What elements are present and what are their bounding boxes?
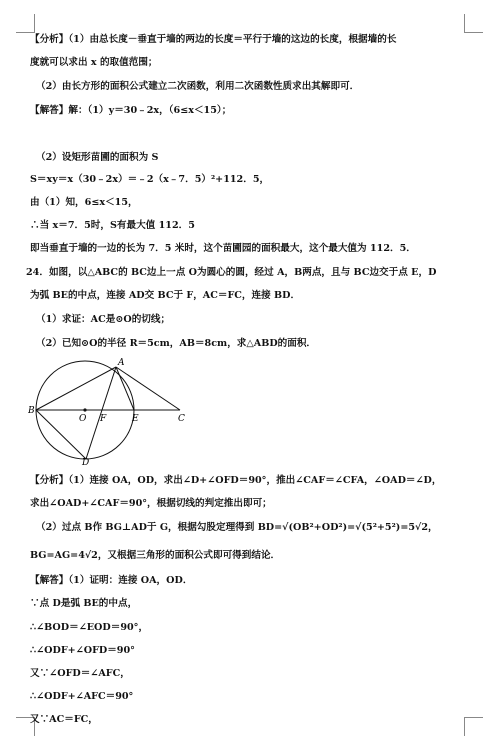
analysis-line-1: 【分析】（1）由总长度－垂直于墙的两边的长度＝平行于墙的这边的长度，根据墙的长 — [30, 34, 397, 45]
label-b: B — [28, 406, 35, 416]
solution2-line-6: ∴∠ODF+∠AFC＝90° — [30, 691, 134, 702]
solution-line-5: ∴当 x＝7．5时，S有最大值 112．5 — [30, 220, 195, 231]
question-24-line-1: 24．如图，以△ABC的 BC边上一点 O为圆心的圆，经过 A，B两点，且与 BC边交于点 E，D — [26, 267, 437, 278]
segment-ac — [116, 367, 180, 410]
analysis-line-3: （2）由长方形的面积公式建立二次函数，利用二次函数性质求出其解即可． — [36, 81, 360, 92]
question-24-line-2: 为弧 BE的中点，连接 AD交 BC于 F，AC＝FC，连接 BD． — [30, 290, 301, 301]
analysis2-line-3: （2）过点 B作 BG⊥AD于 G，根据勾股定理得到 BD=√(OB²+OD²)=√(5²+5²)=5√2， — [36, 522, 438, 533]
crop-mark-top-left — [16, 14, 35, 33]
analysis-line-2: 度就可以求出 x 的取值范围； — [30, 57, 158, 68]
solution2-line-2: ∵点 D是弧 BE的中点， — [30, 598, 138, 609]
solution2-line-4: ∴∠ODF+∠OFD＝90° — [30, 645, 135, 656]
solution2-line-5: 又∵∠OFD＝∠AFC， — [30, 668, 130, 679]
crop-mark-top-right — [464, 14, 483, 33]
solution2-line-7: 又∵AC＝FC， — [30, 714, 98, 725]
analysis2-line-4: BG=AG=4√2，又根据三角形的面积公式即可得到结论． — [30, 550, 281, 561]
label-f: F — [100, 414, 107, 424]
solution2-line-1: 【解答】（1）证明：连接 OA，OD． — [30, 575, 193, 586]
geometry-figure — [28, 353, 198, 469]
circle-triangle-diagram — [28, 353, 198, 465]
question-24-part-2: （2）已知⊙O的半径 R＝5cm，AB＝8cm，求△ABD的面积． — [36, 338, 317, 349]
solution-line-6: 即当垂直于墙的一边的长为 7．5 米时，这个苗圃园的面积最大，这个最大值为 112．5． — [30, 243, 416, 254]
solution-line-3: S＝xy＝x（30﹣2x）＝﹣2（x﹣7．5）²+112．5， — [30, 174, 270, 185]
analysis2-line-2: 求出∠OAD+∠CAF＝90°，根据切线的判定推出即可； — [30, 498, 272, 509]
label-a: A — [118, 358, 125, 368]
solution-line-1: 【解答】解：（1）y＝30﹣2x，（6≤x＜15）； — [30, 105, 232, 116]
center-point-o — [83, 408, 86, 411]
label-e: E — [132, 414, 139, 424]
label-d: D — [82, 458, 90, 465]
solution-line-2: （2）设矩形苗圃的面积为 S — [36, 152, 159, 163]
analysis2-line-1: 【分析】（1）连接 OA，OD，求出∠D+∠OFD＝90°，推出∠CAF＝∠CFA，∠OAD＝∠D， — [30, 475, 442, 486]
question-24-part-1: （1）求证：AC是⊙O的切线； — [36, 314, 171, 325]
label-c: C — [178, 414, 185, 424]
solution2-line-3: ∴∠BOD＝∠EOD＝90°， — [30, 622, 149, 633]
label-o: O — [79, 414, 87, 424]
solution-line-4: 由（1）知，6≤x＜15， — [30, 197, 138, 208]
